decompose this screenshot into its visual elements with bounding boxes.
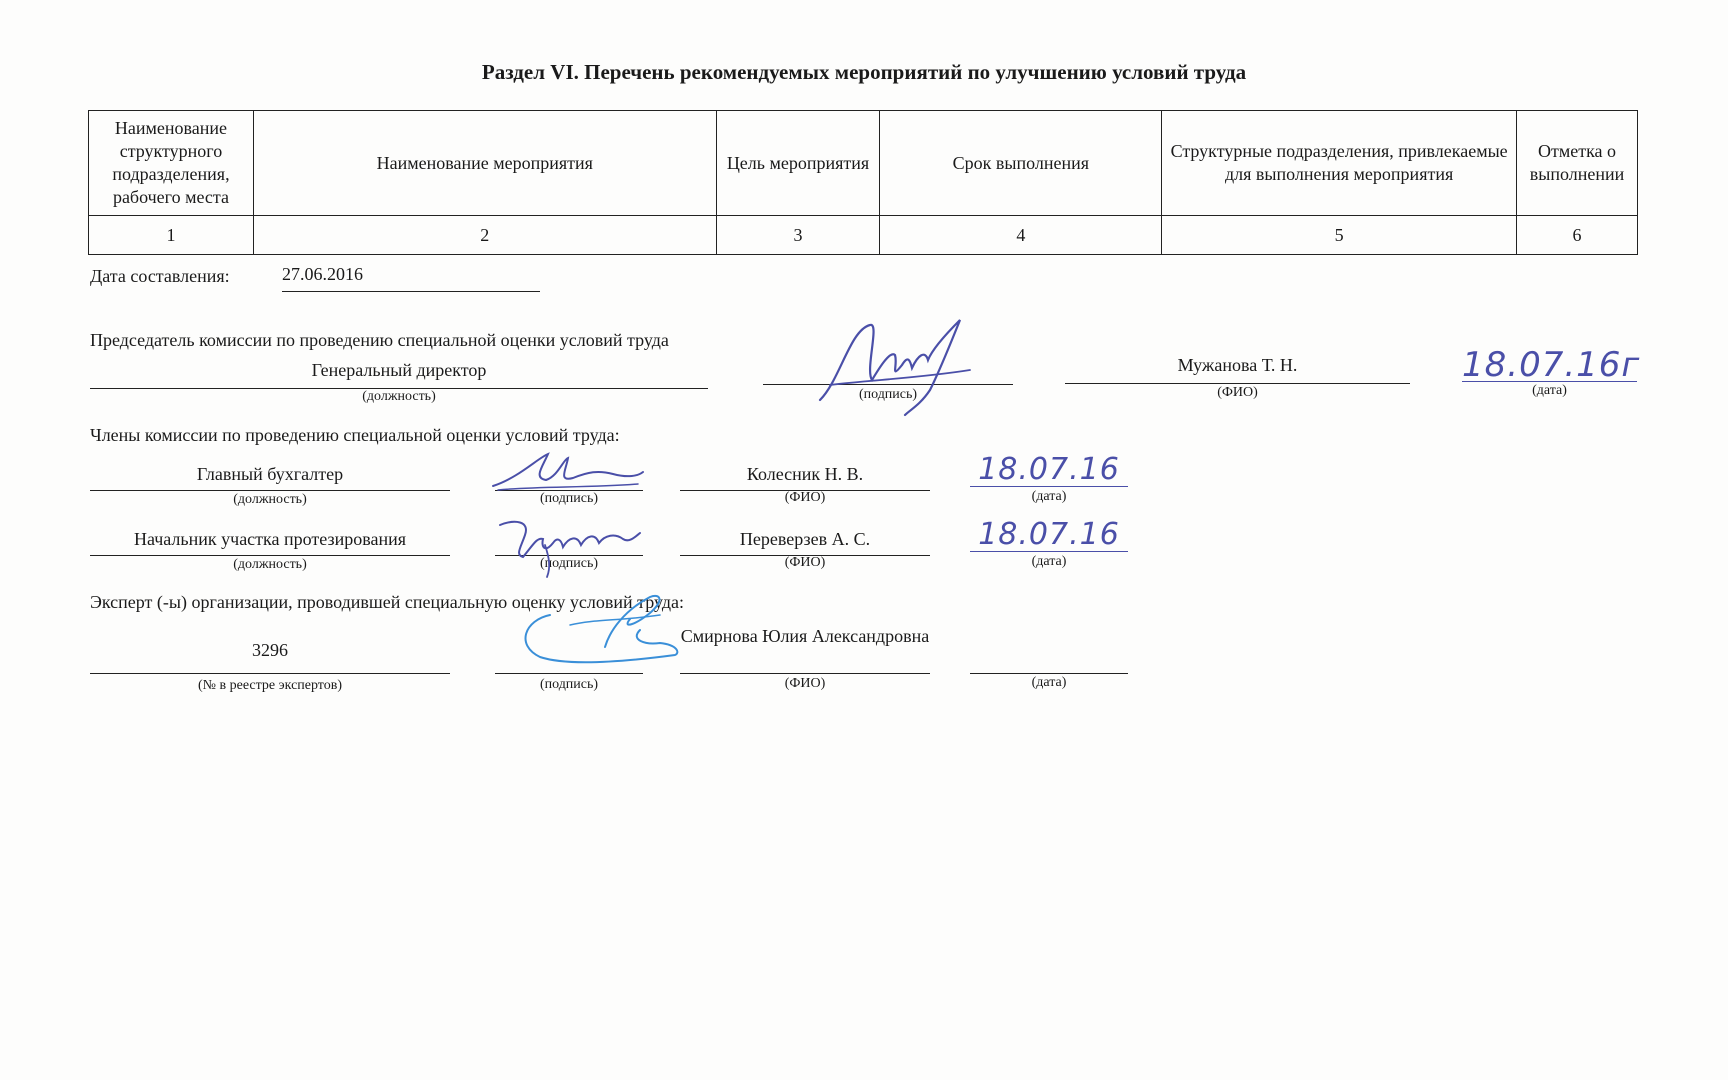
member-1-signature	[488, 448, 648, 498]
chairman-heading: Председатель комиссии по проведению специальной оценки условий труда	[90, 330, 669, 350]
column-header: Отметка о выполнении	[1516, 111, 1637, 216]
expert-registry-number: 3296	[90, 640, 450, 674]
column-header: Структурные подразделения, привлекаемые для выполнения мероприятия	[1162, 111, 1517, 216]
member-2-date-caption: (дата)	[1031, 554, 1067, 569]
column-number: 5	[1162, 216, 1517, 255]
expert-signature-caption: (подпись)	[539, 677, 599, 692]
column-header: Наименование структурного подразделения, рабочего места	[89, 111, 254, 216]
member-2-signature-caption: (подпись)	[539, 556, 599, 571]
member-1-name-caption: (ФИО)	[784, 490, 826, 505]
compilation-date-value: 27.06.2016	[282, 264, 540, 292]
column-number: 3	[716, 216, 880, 255]
expert-signature	[510, 585, 700, 670]
column-header: Цель мероприятия	[716, 111, 880, 216]
expert-name-caption: (ФИО)	[784, 676, 826, 691]
chairman-date: 18.07.16г	[1462, 345, 1641, 385]
column-header: Наименование мероприятия	[253, 111, 716, 216]
member-1-date: 18.07.16	[978, 452, 1120, 487]
member-1-date-line	[970, 452, 1128, 487]
member-2-name-caption: (ФИО)	[784, 555, 826, 570]
column-number: 2	[253, 216, 716, 255]
member-1-position: Главный бухгалтер	[90, 464, 450, 491]
member-1-signature-caption: (подпись)	[539, 491, 599, 506]
member-2-position: Начальник участка протезирования	[90, 529, 450, 556]
expert-date	[970, 640, 1128, 674]
column-number: 4	[880, 216, 1162, 255]
member-2-date-line	[970, 517, 1128, 552]
chairman-signature	[810, 310, 1010, 420]
member-1-name: Колесник Н. В.	[680, 464, 930, 491]
member-2-name: Переверзев А. С.	[680, 529, 930, 556]
chairman-position: Генеральный директор	[90, 360, 708, 389]
chairman-date-caption: (дата)	[1532, 383, 1567, 398]
table-header-row	[89, 111, 1638, 216]
chairman-name: Мужанова Т. Н.	[1065, 355, 1410, 384]
expert-heading: Эксперт (-ы) организации, проводившей специальную оценку условий труда:	[90, 592, 685, 612]
column-number: 1	[89, 216, 254, 255]
chairman-position-caption: (должность)	[362, 389, 436, 404]
column-number: 6	[1516, 216, 1637, 255]
chairman-name-caption: (ФИО)	[1217, 385, 1258, 400]
member-1-date-caption: (дата)	[1031, 489, 1067, 504]
measures-table	[88, 110, 1638, 255]
expert-name: Смирнова Юлия Александровна	[680, 624, 930, 674]
member-2-position-caption: (должность)	[233, 557, 307, 572]
member-1-position-caption: (должность)	[233, 492, 307, 507]
table-number-row	[89, 216, 1638, 255]
expert-registry-caption: (№ в реестре экспертов)	[197, 678, 343, 693]
member-2-signature	[495, 515, 645, 580]
expert-date-caption: (дата)	[1031, 675, 1067, 690]
chairman-signature-caption: (подпись)	[858, 387, 918, 402]
compilation-date-label: Дата составления:	[90, 266, 230, 286]
section-title: Раздел VI. Перечень рекомендуемых мероприятий по улучшению условий труда	[481, 60, 1247, 84]
chairman-date-line	[1462, 345, 1641, 385]
column-header: Срок выполнения	[880, 111, 1162, 216]
member-2-date: 18.07.16	[978, 517, 1120, 552]
members-heading: Члены комиссии по проведению специальной оценки условий труда:	[90, 425, 620, 445]
